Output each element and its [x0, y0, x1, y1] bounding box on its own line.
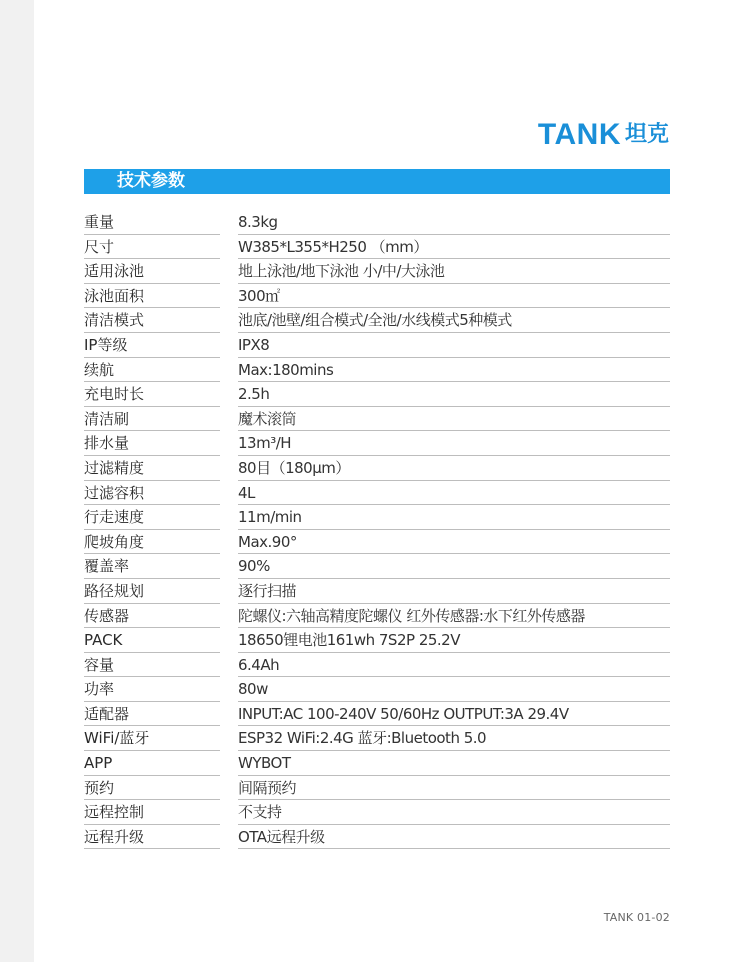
- spec-label: 传感器: [84, 605, 220, 629]
- spec-value: 80目（180μm）: [238, 457, 670, 481]
- spec-row: [84, 505, 670, 530]
- spec-value: IPX8: [238, 334, 670, 358]
- spec-row: [84, 677, 670, 702]
- spec-row: [84, 407, 670, 432]
- spec-label: 行走速度: [84, 506, 220, 530]
- spec-label: 预约: [84, 777, 220, 801]
- section-header-bar: [84, 169, 670, 194]
- spec-label: WiFi/蓝牙: [84, 727, 220, 751]
- spec-label: 爬坡角度: [84, 531, 220, 555]
- spec-value: OTA远程升级: [238, 826, 670, 850]
- brand-logo: [538, 120, 669, 150]
- spec-label: 重量: [84, 211, 220, 235]
- spec-row: [84, 530, 670, 555]
- spec-label: 清洁刷: [84, 408, 220, 432]
- spec-row: [84, 481, 670, 506]
- spec-label: 尺寸: [84, 236, 220, 260]
- spec-row: [84, 456, 670, 481]
- spec-row: [84, 776, 670, 801]
- spec-label: 容量: [84, 654, 220, 678]
- spec-value: 池底/池壁/组合模式/全池/水线模式5种模式: [238, 309, 670, 333]
- spec-value: Max:180mins: [238, 359, 670, 383]
- spec-row: [84, 235, 670, 260]
- spec-label: 功率: [84, 678, 220, 702]
- spec-value: ESP32 WiFi:2.4G 蓝牙:Bluetooth 5.0: [238, 727, 670, 751]
- spec-row: [84, 579, 670, 604]
- spec-label: 适配器: [84, 703, 220, 727]
- spec-value: 逐行扫描: [238, 580, 670, 604]
- spec-value: Max.90°: [238, 531, 670, 555]
- spec-row: [84, 308, 670, 333]
- spec-row: [84, 825, 670, 850]
- spec-value: INPUT:AC 100-240V 50/60Hz OUTPUT:3A 29.4V: [238, 703, 670, 727]
- spec-label: 泳池面积: [84, 285, 220, 309]
- brand-name-en: TANK: [537, 118, 621, 151]
- spec-value: 90%: [238, 555, 670, 579]
- spec-label: 远程控制: [84, 801, 220, 825]
- spec-value: 魔术滚筒: [238, 408, 670, 432]
- spec-row: [84, 431, 670, 456]
- spec-label: 清洁模式: [84, 309, 220, 333]
- spec-row: [84, 259, 670, 284]
- spec-row: [84, 726, 670, 751]
- page-number: TANK 01-02: [603, 911, 670, 924]
- spec-label: 适用泳池: [84, 260, 220, 284]
- spec-label: PACK: [84, 629, 220, 653]
- spec-row: [84, 628, 670, 653]
- brand-name-zh: 坦克: [624, 122, 669, 147]
- spec-value: 18650锂电池161wh 7S2P 25.2V: [238, 629, 670, 653]
- spec-value: 4L: [238, 482, 670, 506]
- spec-label: 续航: [84, 359, 220, 383]
- spec-value: WYBOT: [238, 752, 670, 776]
- spec-value: 13m³/H: [238, 432, 670, 456]
- spec-value: 8.3kg: [238, 211, 670, 235]
- spec-row: [84, 210, 670, 235]
- spec-value: 300㎡: [238, 285, 670, 309]
- spec-row: [84, 751, 670, 776]
- spec-label: 路径规划: [84, 580, 220, 604]
- spec-label: 排水量: [84, 432, 220, 456]
- spec-value: 80w: [238, 678, 670, 702]
- spec-row: [84, 358, 670, 383]
- spec-value: 陀螺仪:六轴高精度陀螺仪 红外传感器:水下红外传感器: [238, 605, 670, 629]
- spec-row: [84, 702, 670, 727]
- spec-table: [84, 210, 670, 849]
- spec-label: 远程升级: [84, 826, 220, 850]
- spec-value: 2.5h: [238, 383, 670, 407]
- spec-row: [84, 382, 670, 407]
- spec-label: 充电时长: [84, 383, 220, 407]
- spec-value: 11m/min: [238, 506, 670, 530]
- spec-value: W385*L355*H250 （mm）: [238, 236, 670, 260]
- spec-value: 间隔预约: [238, 777, 670, 801]
- spec-value: 6.4Ah: [238, 654, 670, 678]
- spec-label: APP: [84, 752, 220, 776]
- section-title: 技术参数: [117, 171, 185, 191]
- spec-label: 过滤精度: [84, 457, 220, 481]
- spec-row: [84, 333, 670, 358]
- spec-row: [84, 284, 670, 309]
- spec-row: [84, 554, 670, 579]
- spec-label: IP等级: [84, 334, 220, 358]
- spec-value: 地上泳池/地下泳池 小/中/大泳池: [238, 260, 670, 284]
- spec-label: 覆盖率: [84, 555, 220, 579]
- spec-row: [84, 653, 670, 678]
- spec-label: 过滤容积: [84, 482, 220, 506]
- spec-value: 不支持: [238, 801, 670, 825]
- page-margin-strip: [0, 0, 34, 962]
- spec-row: [84, 604, 670, 629]
- spec-row: [84, 800, 670, 825]
